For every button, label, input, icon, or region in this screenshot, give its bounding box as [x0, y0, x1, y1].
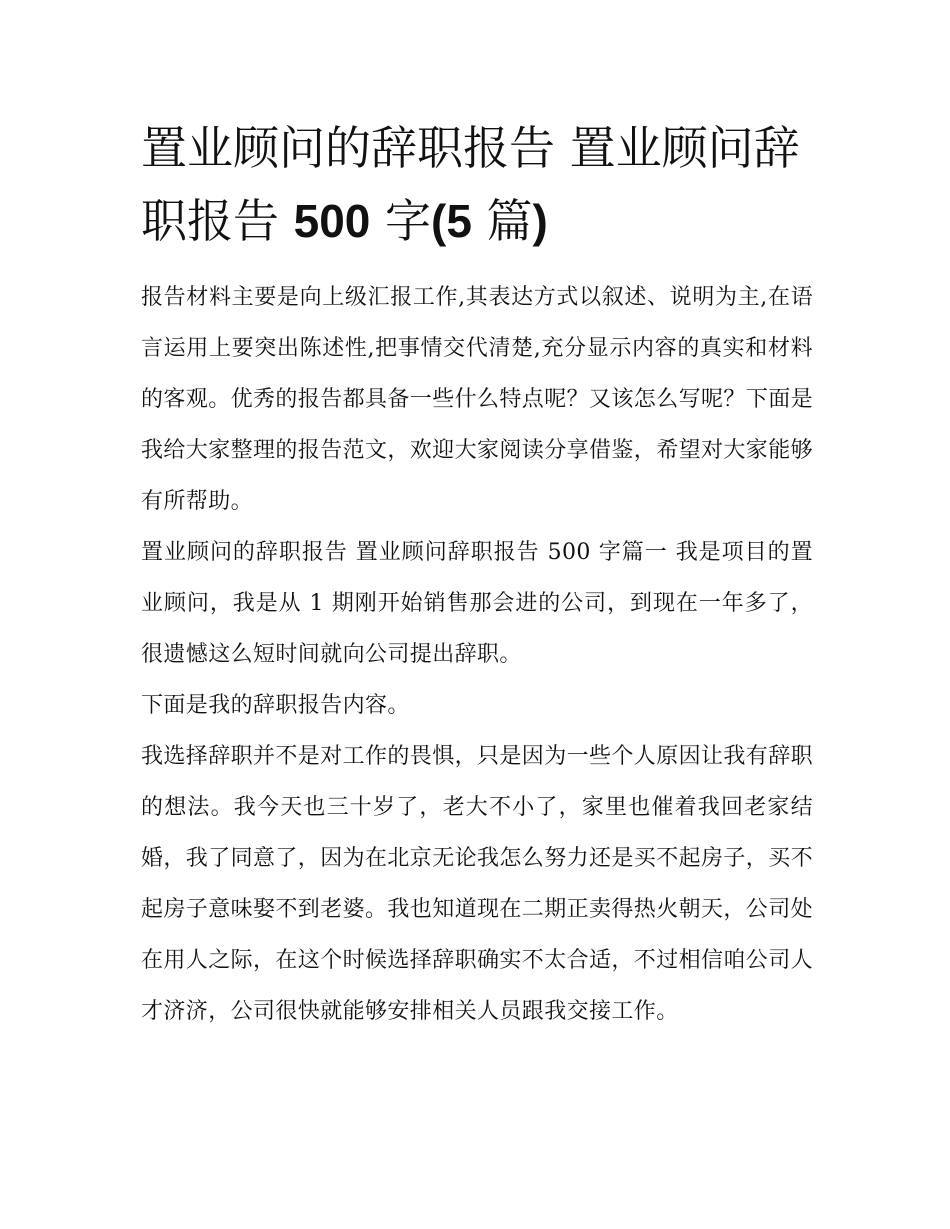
- title-text: 置业顾问的辞职报告 置业顾问辞职报告: [141, 121, 800, 248]
- paragraph-intro: 报告材料主要是向上级汇报工作,其表达方式以叙述、说明为主,在语言运用上要突出陈述性,把事情交代清楚,充分显示内容的真实和材料的客观。优秀的报告都具备一些什么特点呢？又该怎么写呢？下面是我给大家整理的报告范文，欢迎大家阅读分享借鉴，希望对大家能够有所帮助。: [141, 285, 814, 514]
- paragraph-1: 置业顾问的辞职报告 置业顾问辞职报告 500 字篇一 我是项目的置业顾问，我是从 1 期刚开始销售那会进的公司，到现在一年多了，很遗憾这么短时间就向公司提出辞职。: [141, 540, 813, 667]
- title-count: (5: [431, 195, 472, 247]
- document-title: [141, 112, 813, 258]
- document-page: [141, 112, 813, 1037]
- title-number: 500: [293, 195, 371, 247]
- title-unit: 字: [385, 194, 431, 248]
- paragraph-2: 下面是我的辞职报告内容。: [141, 693, 410, 718]
- paragraph-3: 我选择辞职并不是对工作的畏惧，只是因为一些个人原因让我有辞职的想法。我今天也三十岁了，老大不小了，家里也催着我回老家结婚，我了同意了，因为在北京无论我怎么努力还是买不起房子，买不起房子意味娶不到老婆。我也知道现在二期正卖得热火朝天，公司处在用人之际，在这个时候选择辞职确实不太合适，不过相信咱公司人才济济，公司很快就能够安排相关人员跟我交接工作。: [141, 744, 814, 1024]
- title-close: ): [532, 195, 548, 247]
- title-measure: 篇: [486, 194, 533, 248]
